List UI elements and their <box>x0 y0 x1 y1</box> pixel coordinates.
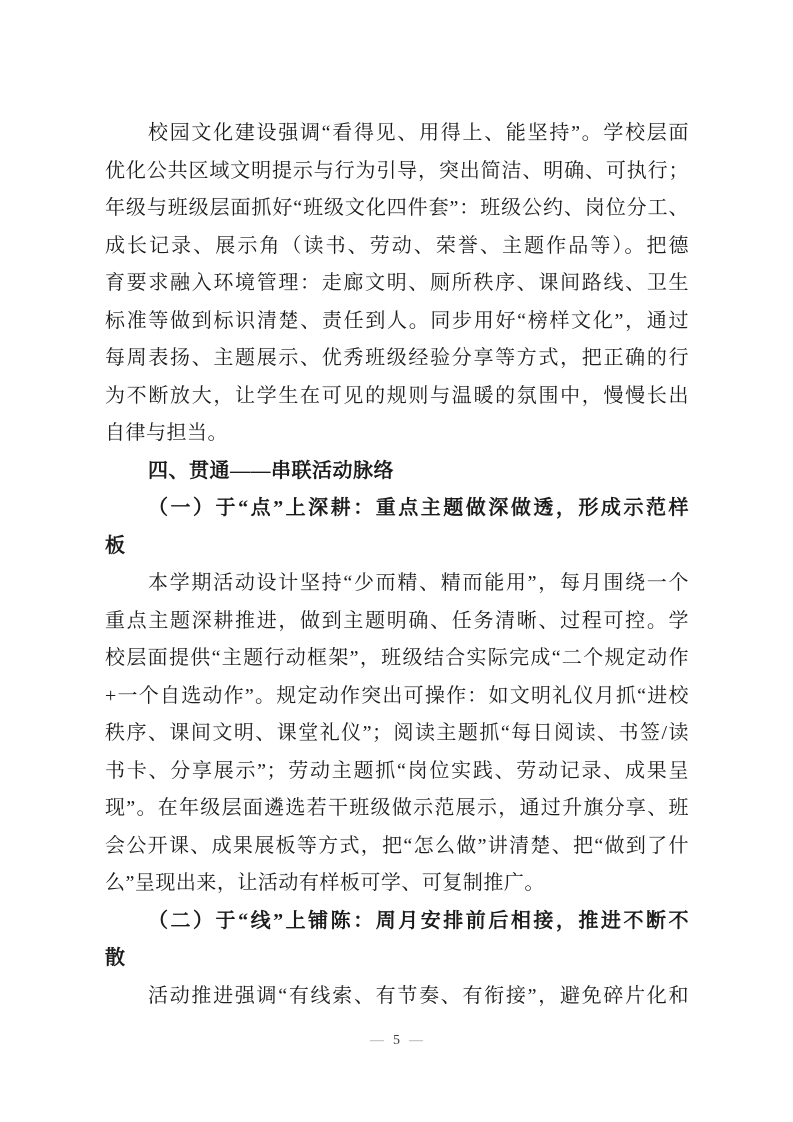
footer-dash-right: — <box>409 1033 423 1048</box>
footer-dash-left: — <box>370 1033 384 1048</box>
text-line: 标准等做到标识清楚、责任到人。同步用好“榜样文化”，通过 <box>105 309 689 332</box>
page-footer <box>0 1031 793 1051</box>
text-line: 重点主题深耕推进，做到主题明确、任务清晰、过程可控。学 <box>105 609 689 632</box>
text-line: 成长记录、展示角（读书、劳动、荣誉、主题作品等）。把德 <box>105 234 689 257</box>
text-line: 每周表扬、主题展示、优秀班级经验分享等方式，把正确的行 <box>105 347 689 369</box>
heading-line: （二）于“线”上铺陈：周月安排前后相接，推进不断不 <box>148 909 689 932</box>
text-line: 秩序、课间文明、课堂礼仪”；阅读主题抓“每日阅读、书签/读 <box>105 722 689 744</box>
heading-line: 板 <box>105 534 126 557</box>
text-line: 么”呈现出来，让活动有样板可学、可复制推广。 <box>105 872 545 894</box>
text-line: 自律与担当。 <box>105 422 228 444</box>
text-line: 校层面提供“主题行动框架”，班级结合实际完成“二个规定动作 <box>105 647 689 669</box>
text-line: 本学期活动设计坚持“少而精、精而能用”，每月围绕一个 <box>148 572 689 594</box>
text-line: 优化公共区域文明提示与行为引导，突出简洁、明确、可执行； <box>105 159 689 182</box>
heading-line: 四、贯通——串联活动脉络 <box>148 459 394 482</box>
heading-line: 散 <box>105 947 126 969</box>
text-line: +一个自选动作”。规定动作突出可操作：如文明礼仪月抓“进校 <box>105 684 689 707</box>
heading-line: （一）于“点”上深耕：重点主题做深做透，形成示范样 <box>148 497 689 519</box>
page-number: 5 <box>393 1033 400 1048</box>
text-line: 会公开课、成果展板等方式，把“怎么做”讲清楚、把“做到了什 <box>105 834 689 857</box>
text-line: 年级与班级层面抓好“班级文化四件套”：班级公约、岗位分工、 <box>105 197 689 219</box>
document-body <box>105 115 689 1015</box>
text-line: 现”。在年级层面遴选若干班级做示范展示，通过升旗分享、班 <box>105 797 689 819</box>
text-line: 书卡、分享展示”；劳动主题抓“岗位实践、劳动记录、成果呈 <box>105 759 689 782</box>
text-line: 为不断放大，让学生在可见的规则与温暖的氛围中，慢慢长出 <box>105 384 689 407</box>
text-line: 活动推进强调“有线索、有节奏、有衔接”，避免碎片化和 <box>148 984 689 1007</box>
text-line: 校园文化建设强调“看得见、用得上、能坚持”。学校层面 <box>148 122 689 144</box>
text-line: 育要求融入环境管理：走廊文明、厕所秩序、课间路线、卫生 <box>105 272 689 294</box>
